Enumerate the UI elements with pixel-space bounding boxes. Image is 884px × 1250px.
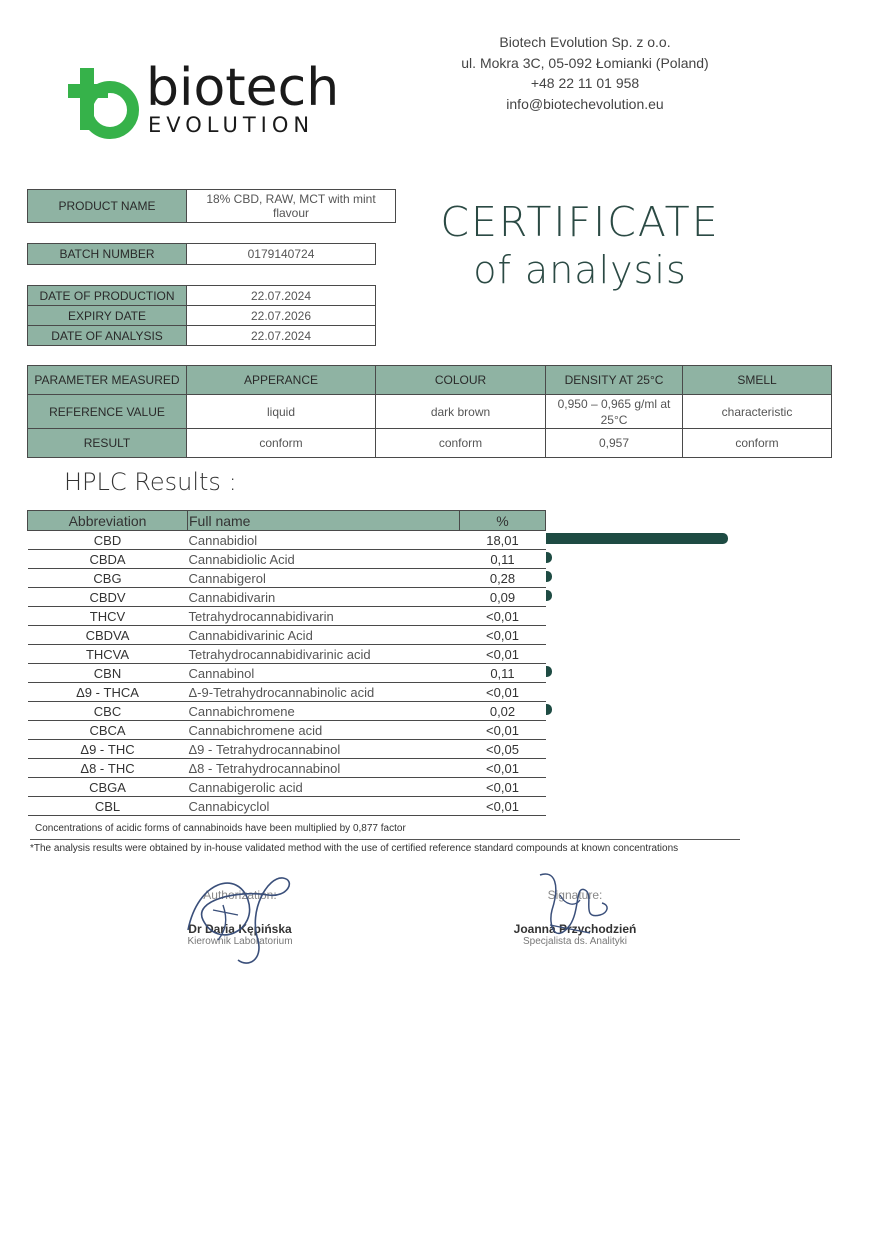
method-footnote: *The analysis results were obtained by in-house validated method with the use of certified reference standard compounds at known concentrations xyxy=(30,843,679,854)
hplc-abbr: CBN xyxy=(28,664,188,683)
hplc-row xyxy=(28,721,546,740)
hplc-full-name: Δ-9-Tetrahydrocannabinolic acid xyxy=(188,683,460,702)
hplc-abbr: THCV xyxy=(28,607,188,626)
divider xyxy=(30,839,740,840)
reference-cell: liquid xyxy=(187,395,376,429)
hplc-full-name: Cannabigerolic acid xyxy=(188,778,460,797)
hplc-bar xyxy=(546,552,552,563)
hplc-row xyxy=(28,645,546,664)
hplc-full-name: Cannabigerol xyxy=(188,569,460,588)
hplc-percent: <0,01 xyxy=(460,721,546,740)
hplc-abbr: CBDVA xyxy=(28,626,188,645)
hplc-percent: 0,11 xyxy=(460,664,546,683)
hplc-full-name: Cannabidivarin xyxy=(188,588,460,607)
hplc-abbr: THCVA xyxy=(28,645,188,664)
company-phone: +48 22 11 01 958 xyxy=(530,75,640,91)
acid-factor-note: Concentrations of acidic forms of cannabinoids have been multiplied by 0,877 factor xyxy=(35,823,406,834)
logo-wordmark: biotech xyxy=(146,58,340,118)
hplc-row xyxy=(28,550,546,569)
hplc-row xyxy=(28,664,546,683)
handwritten-signature-left xyxy=(178,870,303,970)
hplc-percent: <0,01 xyxy=(460,797,546,816)
reference-cell: dark brown xyxy=(376,395,546,429)
hplc-abbr: CBGA xyxy=(28,778,188,797)
certificate-title xyxy=(420,198,740,294)
hplc-percent: 18,01 xyxy=(460,531,546,550)
hplc-abbr: Δ8 - THC xyxy=(28,759,188,778)
expiry-date-label: EXPIRY DATE xyxy=(28,306,187,326)
analysis-date-value: 22.07.2024 xyxy=(187,326,376,346)
analysis-date-label: DATE OF ANALYSIS xyxy=(28,326,187,346)
certificate-title-line2: of analysis xyxy=(473,248,687,292)
hplc-full-name: Cannabichromene xyxy=(188,702,460,721)
reference-cell: characteristic xyxy=(683,395,832,429)
hplc-percent: <0,01 xyxy=(460,626,546,645)
hplc-full-name: Cannabidiol xyxy=(188,531,460,550)
hplc-percent: 0,09 xyxy=(460,588,546,607)
company-name: Biotech Evolution Sp. z o.o. xyxy=(499,34,671,50)
param-header: DENSITY AT 25°C xyxy=(546,366,683,395)
signer-name: Joanna Przychodzień xyxy=(513,922,637,936)
production-date-value: 22.07.2024 xyxy=(187,286,376,306)
hplc-full-name: Δ8 - Tetrahydrocannabinol xyxy=(188,759,460,778)
handwritten-signature-right xyxy=(530,865,620,955)
result-cell: conform xyxy=(683,429,832,458)
result-cell: conform xyxy=(376,429,546,458)
hplc-row xyxy=(28,588,546,607)
company-info xyxy=(420,32,750,114)
param-header: APPERANCE xyxy=(187,366,376,395)
hplc-full-name: Δ9 - Tetrahydrocannabinol xyxy=(188,740,460,759)
biotech-logo-icon xyxy=(68,68,140,140)
hplc-full-name: Cannabidiolic Acid xyxy=(188,550,460,569)
hplc-row xyxy=(28,531,546,550)
hplc-row xyxy=(28,740,546,759)
hplc-row xyxy=(28,683,546,702)
hplc-percent: 0,11 xyxy=(460,550,546,569)
hplc-row xyxy=(28,797,546,816)
product-name-table xyxy=(27,189,396,223)
production-date-label: DATE OF PRODUCTION xyxy=(28,286,187,306)
hplc-full-name: Tetrahydrocannabidivarin xyxy=(188,607,460,626)
result-cell: 0,957 xyxy=(546,429,683,458)
hplc-percent: 0,28 xyxy=(460,569,546,588)
hplc-header-name: Full name xyxy=(188,511,460,531)
company-email[interactable]: info@biotechevolution.eu xyxy=(506,95,664,112)
hplc-row xyxy=(28,778,546,797)
hplc-percent: <0,01 xyxy=(460,683,546,702)
signer-name: Dr Daria Kępińska xyxy=(188,922,292,936)
result-cell: conform xyxy=(187,429,376,458)
hplc-abbr: Δ9 - THCA xyxy=(28,683,188,702)
hplc-percent: 0,02 xyxy=(460,702,546,721)
hplc-percent: <0,01 xyxy=(460,778,546,797)
hplc-bar xyxy=(546,533,728,544)
hplc-bar xyxy=(546,571,552,582)
parameters-table xyxy=(27,365,832,458)
result-label: RESULT xyxy=(28,429,187,458)
hplc-row xyxy=(28,569,546,588)
hplc-abbr: CBDA xyxy=(28,550,188,569)
hplc-percent: <0,01 xyxy=(460,759,546,778)
hplc-row xyxy=(28,607,546,626)
batch-table xyxy=(27,243,376,265)
hplc-row xyxy=(28,759,546,778)
hplc-abbr: CBG xyxy=(28,569,188,588)
hplc-abbr: Δ9 - THC xyxy=(28,740,188,759)
batch-number-value: 0179140724 xyxy=(187,244,376,265)
hplc-full-name: Cannabichromene acid xyxy=(188,721,460,740)
hplc-header-abbr: Abbreviation xyxy=(28,511,188,531)
certificate-title-line1: CERTIFICATE xyxy=(440,198,720,246)
logo-subtitle: EVOLUTION xyxy=(148,113,315,137)
hplc-full-name: Cannabidivarinic Acid xyxy=(188,626,460,645)
hplc-bar xyxy=(546,704,552,715)
hplc-percent: <0,01 xyxy=(460,607,546,626)
hplc-table xyxy=(27,510,546,816)
param-header: COLOUR xyxy=(376,366,546,395)
signer-role: Kierownik Laboratorium xyxy=(187,936,293,947)
reference-value-label: REFERENCE VALUE xyxy=(28,395,187,429)
product-name-value: 18% CBD, RAW, MCT with mint flavour xyxy=(187,190,396,223)
hplc-abbr: CBCA xyxy=(28,721,188,740)
hplc-row xyxy=(28,626,546,645)
hplc-abbr: CBD xyxy=(28,531,188,550)
hplc-percent: <0,05 xyxy=(460,740,546,759)
hplc-percent: <0,01 xyxy=(460,645,546,664)
hplc-abbr: CBC xyxy=(28,702,188,721)
hplc-header-pct: % xyxy=(460,511,546,531)
param-header: SMELL xyxy=(683,366,832,395)
hplc-full-name: Cannabicyclol xyxy=(188,797,460,816)
hplc-bar xyxy=(546,590,552,601)
company-address: ul. Mokra 3C, 05-092 Łomianki (Poland) xyxy=(461,54,709,71)
dates-table xyxy=(27,285,376,346)
expiry-date-value: 22.07.2026 xyxy=(187,306,376,326)
hplc-full-name: Tetrahydrocannabidivarinic acid xyxy=(188,645,460,664)
hplc-bar xyxy=(546,666,552,677)
batch-number-label: BATCH NUMBER xyxy=(28,244,187,265)
reference-cell: 0,950 – 0,965 g/ml at 25°C xyxy=(546,395,683,429)
hplc-bars xyxy=(546,530,736,815)
param-header: PARAMETER MEASURED xyxy=(28,366,187,395)
hplc-abbr: CBL xyxy=(28,797,188,816)
authorization-caption: Authorization: xyxy=(203,888,277,902)
signer-role: Specjalista ds. Analityki xyxy=(523,936,627,947)
product-name-label: PRODUCT NAME xyxy=(28,190,187,223)
hplc-row xyxy=(28,702,546,721)
hplc-abbr: CBDV xyxy=(28,588,188,607)
hplc-title: HPLC Results : xyxy=(64,468,237,496)
hplc-full-name: Cannabinol xyxy=(188,664,460,683)
signature-caption: Signature: xyxy=(547,888,603,902)
